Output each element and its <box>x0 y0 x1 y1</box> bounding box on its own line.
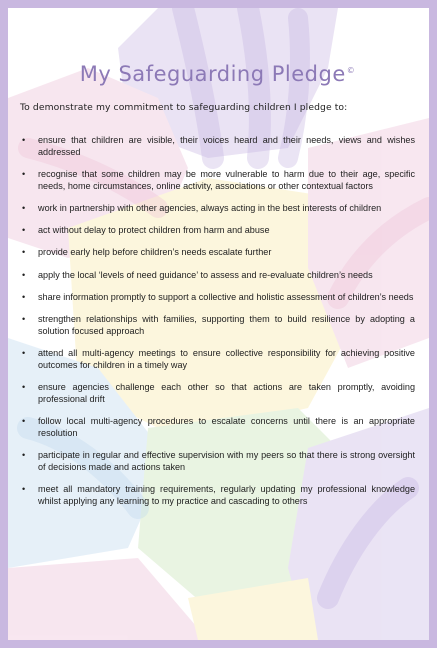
page-title <box>20 56 415 86</box>
bullet-icon: • <box>22 347 26 358</box>
pledge-item <box>20 314 415 338</box>
pledge-text: attend all multi-agency meetings to ensure collective responsibility for achieving positive outcomes for children in a timely way <box>38 347 415 370</box>
pledge-text: ensure agencies challenge each other so that actions are taken promptly, avoiding professional drift <box>38 381 415 404</box>
pledge-item <box>20 416 415 440</box>
pledge-text: strengthen relationships with families, supporting them to build resilience by adopting a solution focused approach <box>38 313 415 336</box>
bullet-icon: • <box>22 381 26 392</box>
pledge-item <box>20 382 415 406</box>
copyright-mark: © <box>346 66 356 75</box>
bullet-icon: • <box>22 291 26 302</box>
pledge-item <box>20 484 415 508</box>
pledge-item <box>20 135 415 159</box>
pledge-text: ensure that children are visible, their voices heard and their needs, views and wishes addressed <box>38 135 415 157</box>
bullet-icon: • <box>22 247 26 258</box>
bullet-icon: • <box>22 269 26 280</box>
pledge-item <box>20 247 415 259</box>
pledge-item <box>20 225 415 237</box>
pledge-item <box>20 270 415 282</box>
bullet-icon: • <box>22 313 26 324</box>
pledge-item <box>20 450 415 474</box>
pledge-text: participate in regular and effective supervision with my peers so that there is strong oversight of decisions made and actions taken <box>38 449 415 472</box>
pledge-text: provide early help before children’s needs escalate further <box>38 247 272 258</box>
pledge-text: work in partnership with other agencies, always acting in the best interests of children <box>38 202 382 213</box>
pledge-text: share information promptly to support a collective and holistic assessment of children’s needs <box>38 291 414 302</box>
bullet-icon: • <box>22 135 26 145</box>
bullet-icon: • <box>22 202 26 213</box>
pledge-text: act without delay to protect children from harm and abuse <box>38 225 270 236</box>
title-text: My Safeguarding Pledge <box>79 62 346 86</box>
bullet-icon: • <box>22 415 26 426</box>
pledge-intro: To demonstrate my commitment to safeguarding children I pledge to: <box>20 102 348 113</box>
pledge-item <box>20 292 415 304</box>
pledge-item <box>20 169 415 193</box>
bullet-icon: • <box>22 168 26 179</box>
pledge-item <box>20 348 415 372</box>
pledge-text: recognise that some children may be more vulnerable to harm due to their age, specific needs, home circumstances, online activity, associations or other contextual factors <box>38 168 415 191</box>
pledge-text: follow local multi-agency procedures to escalate concerns until there is an appropriate resolution <box>38 415 415 438</box>
pledge-item <box>20 203 415 215</box>
bullet-icon: • <box>22 483 26 494</box>
pledge-text: apply the local ‘levels of need guidance’ to assess and re-evaluate children’s needs <box>38 269 373 280</box>
bullet-icon: • <box>22 225 26 236</box>
bullet-icon: • <box>22 449 26 460</box>
pledge-list <box>20 135 415 507</box>
pledge-text: meet all mandatory training requirements, regularly updating my professional knowledge whilst applying any learning to my practice and cascading to others <box>38 483 415 506</box>
pledge-content <box>8 56 429 507</box>
